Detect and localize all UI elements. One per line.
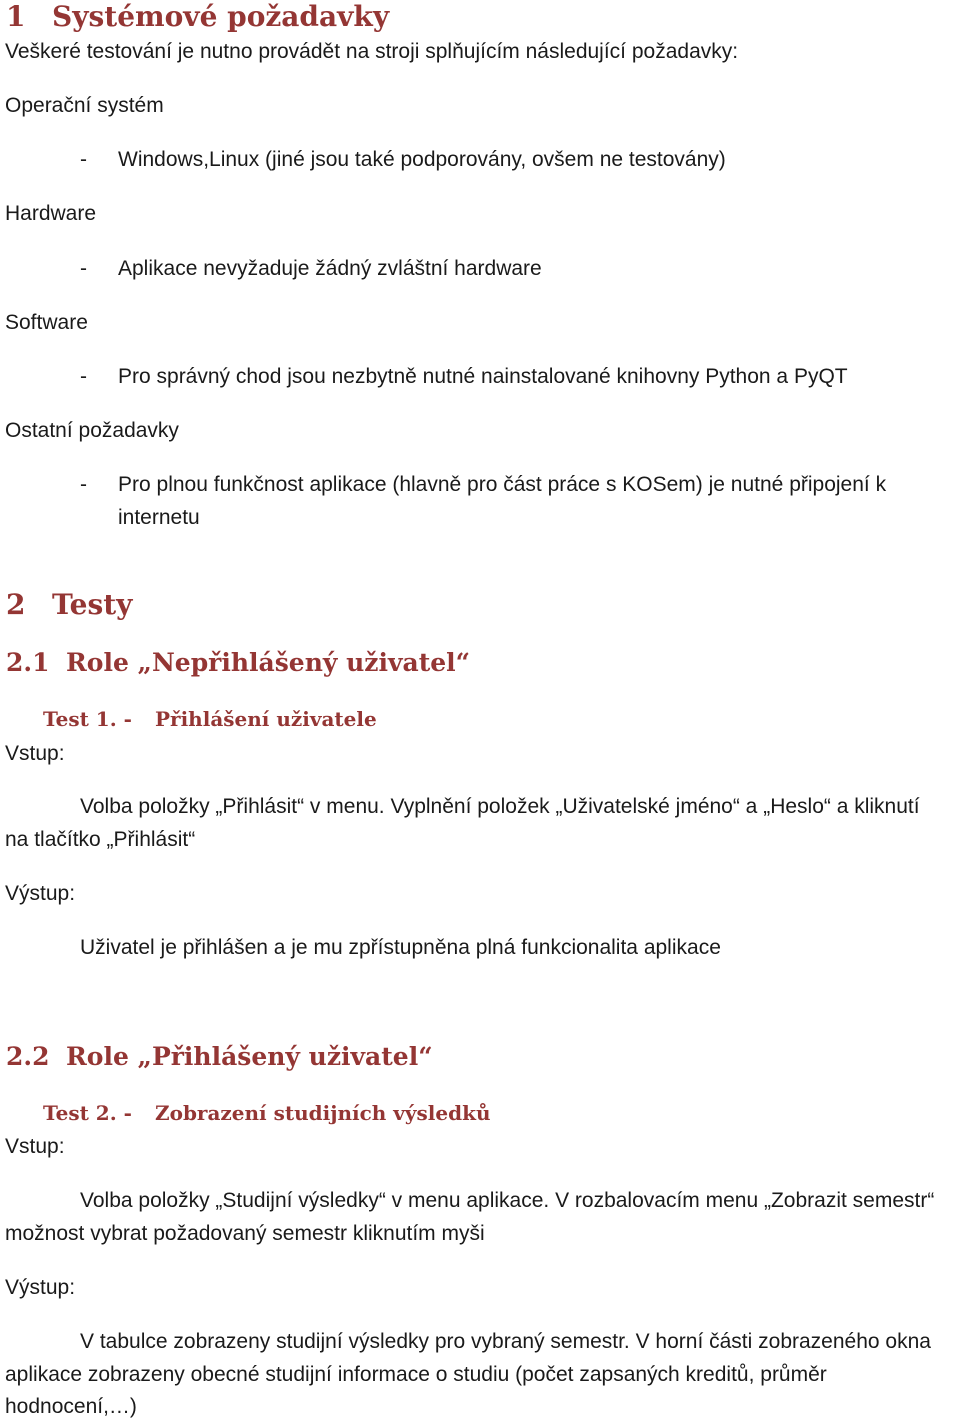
section-heading-1 xyxy=(6,0,389,34)
list-item-text: Windows,Linux (jiné jsou také podporovány, ovšem ne testovány) xyxy=(118,148,726,171)
list-item-text: Pro správný chod jsou nezbytně nutné nainstalované knihovny Python a PyQT xyxy=(118,365,848,388)
group-label-hardware: Hardware xyxy=(5,202,97,225)
list-item-other xyxy=(80,472,886,497)
group-label-software: Software xyxy=(5,311,88,334)
output-text-2-line3: hodnocení,…) xyxy=(5,1395,137,1418)
group-label-other: Ostatní požadavky xyxy=(5,419,179,442)
bullet-dash: - xyxy=(80,473,87,496)
test-label-1: Test 1. - xyxy=(43,707,132,731)
section-number: 2 xyxy=(6,588,26,621)
test-name-2: Zobrazení studijních výsledků xyxy=(155,1101,491,1125)
subsection-title: Role „Nepřihlášený uživatel“ xyxy=(66,648,471,677)
section-title: Testy xyxy=(52,588,133,621)
output-text-2-line1: V tabulce zobrazeny studijní výsledky pro vybraný semestr. V horní části zobrazeného okna xyxy=(80,1330,931,1353)
list-item-software xyxy=(80,364,848,389)
section-title: Systémové požadavky xyxy=(52,0,390,33)
input-label-2: Vstup: xyxy=(5,1135,65,1158)
intro-paragraph: Veškeré testování je nutno provádět na stroji splňujícím následující požadavky: xyxy=(5,40,739,63)
section-number: 1 xyxy=(6,0,26,33)
list-item-hardware xyxy=(80,256,542,281)
output-label-2: Výstup: xyxy=(5,1276,76,1299)
list-item-text: Aplikace nevyžaduje žádný zvláštní hardware xyxy=(118,257,542,280)
subsection-number: 2.2 xyxy=(6,1042,50,1071)
subsection-heading-2-2 xyxy=(6,1042,433,1072)
input-text-1-line1: Volba položky „Přihlásit“ v menu. Vyplnění položek „Uživatelské jméno“ a „Heslo“ a kliknutí xyxy=(80,795,920,818)
subsection-heading-2-1 xyxy=(6,648,470,678)
group-label-os: Operační systém xyxy=(5,94,164,117)
output-label-1: Výstup: xyxy=(5,882,76,905)
test-name-1: Přihlášení uživatele xyxy=(155,707,377,731)
subsection-number: 2.1 xyxy=(6,648,50,677)
input-text-2-line1: Volba položky „Studijní výsledky“ v menu aplikace. V rozbalovacím menu „Zobrazit semestr“ xyxy=(80,1189,935,1212)
input-text-2-line2: možnost vybrat požadovaný semestr kliknutím myši xyxy=(5,1222,485,1245)
subsection-title: Role „Přihlášený uživatel“ xyxy=(66,1042,433,1071)
bullet-dash: - xyxy=(80,257,87,280)
input-label-1: Vstup: xyxy=(5,742,65,765)
list-item-os xyxy=(80,147,726,172)
output-text-1: Uživatel je přihlášen a je mu zpřístupněna plná funkcionalita aplikace xyxy=(80,936,721,959)
test-label-2: Test 2. - xyxy=(43,1101,132,1125)
list-item-text: Pro plnou funkčnost aplikace (hlavně pro část práce s KOSem) je nutné připojení k xyxy=(118,473,887,496)
section-heading-2 xyxy=(6,588,132,622)
output-text-2-line2: aplikace zobrazeny obecné studijní informace o studiu (počet zapsaných kreditů, průměr xyxy=(5,1363,827,1386)
bullet-dash: - xyxy=(80,148,87,171)
list-item-other-continuation: internetu xyxy=(118,506,200,529)
input-text-1-line2: na tlačítko „Přihlásit“ xyxy=(5,828,196,851)
bullet-dash: - xyxy=(80,365,87,388)
